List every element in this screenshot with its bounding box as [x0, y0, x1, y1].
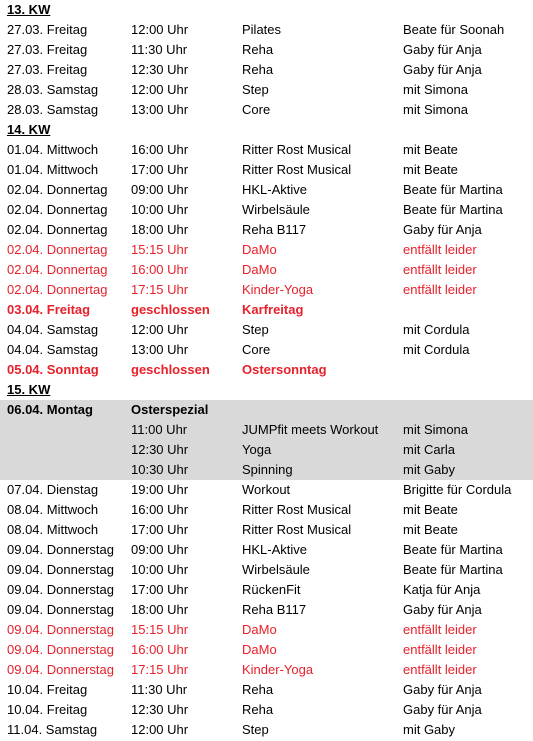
- time-cell: 16:00 Uhr: [131, 502, 189, 517]
- schedule-row: [0, 180, 533, 200]
- schedule-row: [0, 400, 533, 420]
- time-cell: 12:30 Uhr: [131, 62, 189, 77]
- schedule-row: [0, 460, 533, 480]
- time-cell: 10:30 Uhr: [131, 462, 189, 477]
- schedule-row: [0, 20, 533, 40]
- schedule-row: [0, 720, 533, 740]
- time-cell: 17:15 Uhr: [131, 282, 189, 297]
- trainer-cell: Gaby für Anja: [403, 62, 482, 77]
- schedule-row: [0, 80, 533, 100]
- date-cell: 09.04. Donnerstag: [7, 642, 114, 657]
- trainer-cell: mit Simona: [403, 82, 469, 97]
- course-cell: RückenFit: [242, 582, 301, 597]
- schedule-row: [0, 660, 533, 680]
- time-cell: 10:00 Uhr: [131, 562, 189, 577]
- week-label: 15. KW: [7, 382, 51, 397]
- date-cell: 02.04. Donnertag: [7, 182, 108, 197]
- time-cell: 15:15 Uhr: [131, 242, 189, 257]
- date-cell: 05.04. Sonntag: [7, 362, 99, 377]
- trainer-cell: Beate für Soonah: [403, 22, 505, 37]
- schedule-row: [0, 360, 533, 380]
- time-cell: 11:00 Uhr: [131, 422, 188, 437]
- week-header: [0, 380, 533, 400]
- trainer-cell: Gaby für Anja: [403, 42, 482, 57]
- trainer-cell: Beate für Martina: [403, 542, 503, 557]
- schedule-row: [0, 560, 533, 580]
- schedule-row: [0, 640, 533, 660]
- time-cell: 13:00 Uhr: [131, 342, 189, 357]
- course-cell: Spinning: [242, 462, 293, 477]
- time-cell: 12:00 Uhr: [131, 722, 189, 737]
- time-cell: 12:00 Uhr: [131, 82, 189, 97]
- date-cell: 04.04. Samstag: [7, 342, 99, 357]
- trainer-cell: Gaby für Anja: [403, 222, 482, 237]
- course-cell: Core: [242, 342, 271, 357]
- course-cell: Karfreitag: [242, 302, 304, 317]
- time-cell: 17:00 Uhr: [131, 582, 189, 597]
- course-cell: Step: [242, 322, 269, 337]
- trainer-cell: mit Cordula: [403, 342, 470, 357]
- schedule-row: [0, 320, 533, 340]
- date-cell: 04.04. Samstag: [7, 322, 99, 337]
- schedule-row: [0, 140, 533, 160]
- date-cell: 01.04. Mittwoch: [7, 142, 99, 157]
- course-cell: Kinder-Yoga: [242, 282, 314, 297]
- time-cell: 12:30 Uhr: [131, 702, 189, 717]
- course-cell: Wirbelsäule: [242, 202, 310, 217]
- course-cell: HKL-Aktive: [242, 182, 308, 197]
- date-cell: 27.03. Freitag: [7, 22, 88, 37]
- time-cell: 17:00 Uhr: [131, 522, 189, 537]
- schedule-row: [0, 440, 533, 460]
- time-cell: 10:00 Uhr: [131, 202, 189, 217]
- trainer-cell: mit Gaby: [403, 722, 456, 737]
- course-cell: Step: [242, 722, 269, 737]
- course-cell: Reha B117: [242, 602, 307, 617]
- course-cell: Kinder-Yoga: [242, 662, 314, 677]
- date-cell: 02.04. Donnertag: [7, 262, 108, 277]
- course-cell: DaMo: [242, 262, 277, 277]
- time-cell: 16:00 Uhr: [131, 142, 189, 157]
- date-cell: 08.04. Mittwoch: [7, 522, 99, 537]
- course-cell: Ritter Rost Musical: [242, 522, 352, 537]
- date-cell: 02.04. Donnertag: [7, 202, 108, 217]
- time-cell: 16:00 Uhr: [131, 642, 189, 657]
- course-cell: Reha: [242, 682, 274, 697]
- date-cell: 10.04. Freitag: [7, 682, 88, 697]
- course-cell: DaMo: [242, 242, 277, 257]
- time-cell: 12:00 Uhr: [131, 322, 189, 337]
- course-cell: DaMo: [242, 642, 277, 657]
- course-cell: DaMo: [242, 622, 277, 637]
- schedule-row: [0, 160, 533, 180]
- trainer-cell: mit Carla: [403, 442, 456, 457]
- time-cell: 12:00 Uhr: [131, 22, 189, 37]
- trainer-cell: entfällt leider: [403, 642, 477, 657]
- date-cell: 02.04. Donnertag: [7, 242, 108, 257]
- schedule-row: [0, 240, 533, 260]
- time-cell: 15:15 Uhr: [131, 622, 189, 637]
- schedule-row: [0, 480, 533, 500]
- trainer-cell: Gaby für Anja: [403, 702, 482, 717]
- trainer-cell: Beate für Martina: [403, 202, 503, 217]
- trainer-cell: entfällt leider: [403, 262, 477, 277]
- time-cell: 09:00 Uhr: [131, 182, 189, 197]
- trainer-cell: Gaby für Anja: [403, 602, 482, 617]
- date-cell: 28.03. Samstag: [7, 102, 99, 117]
- time-cell: Osterspezial: [131, 402, 209, 417]
- course-cell: Reha B117: [242, 222, 307, 237]
- date-cell: 07.04. Dienstag: [7, 482, 99, 497]
- date-cell: 01.04. Mittwoch: [7, 162, 99, 177]
- trainer-cell: mit Cordula: [403, 322, 470, 337]
- date-cell: 08.04. Mittwoch: [7, 502, 99, 517]
- time-cell: 17:00 Uhr: [131, 162, 189, 177]
- time-cell: 12:30 Uhr: [131, 442, 189, 457]
- trainer-cell: entfällt leider: [403, 622, 477, 637]
- trainer-cell: mit Simona: [403, 422, 469, 437]
- schedule-row: [0, 200, 533, 220]
- course-cell: Workout: [242, 482, 291, 497]
- course-cell: Ostersonntag: [242, 362, 327, 377]
- date-cell: 10.04. Freitag: [7, 702, 88, 717]
- schedule-row: [0, 220, 533, 240]
- week-label: 14. KW: [7, 122, 51, 137]
- schedule-row: [0, 340, 533, 360]
- course-cell: Step: [242, 82, 269, 97]
- time-cell: 13:00 Uhr: [131, 102, 189, 117]
- schedule-row: [0, 520, 533, 540]
- time-cell: 11:30 Uhr: [131, 42, 188, 57]
- schedule-row: [0, 60, 533, 80]
- time-cell: 18:00 Uhr: [131, 222, 189, 237]
- trainer-cell: Brigitte für Cordula: [403, 482, 512, 497]
- date-cell: 03.04. Freitag: [7, 302, 91, 317]
- trainer-cell: entfällt leider: [403, 282, 477, 297]
- course-cell: HKL-Aktive: [242, 542, 308, 557]
- date-cell: 06.04. Montag: [7, 402, 93, 417]
- course-cell: JUMPfit meets Workout: [242, 422, 379, 437]
- schedule-row: [0, 620, 533, 640]
- schedule-row: [0, 280, 533, 300]
- course-cell: Ritter Rost Musical: [242, 142, 352, 157]
- schedule-row: [0, 300, 533, 320]
- course-cell: Ritter Rost Musical: [242, 162, 352, 177]
- time-cell: 19:00 Uhr: [131, 482, 189, 497]
- date-cell: 09.04. Donnerstag: [7, 542, 114, 557]
- date-cell: 02.04. Donnertag: [7, 282, 108, 297]
- trainer-cell: Beate für Martina: [403, 182, 503, 197]
- trainer-cell: Gaby für Anja: [403, 682, 482, 697]
- trainer-cell: mit Gaby: [403, 462, 456, 477]
- schedule-row: [0, 700, 533, 720]
- trainer-cell: entfällt leider: [403, 242, 477, 257]
- date-cell: 02.04. Donnertag: [7, 222, 108, 237]
- course-cell: Reha: [242, 62, 274, 77]
- course-cell: Wirbelsäule: [242, 562, 310, 577]
- date-cell: 09.04. Donnerstag: [7, 562, 114, 577]
- course-cell: Reha: [242, 42, 274, 57]
- trainer-cell: Katja für Anja: [403, 582, 481, 597]
- trainer-cell: entfällt leider: [403, 662, 477, 677]
- trainer-cell: mit Simona: [403, 102, 469, 117]
- date-cell: 27.03. Freitag: [7, 42, 88, 57]
- date-cell: 09.04. Donnerstag: [7, 582, 114, 597]
- time-cell: geschlossen: [131, 362, 210, 377]
- trainer-cell: mit Beate: [403, 162, 458, 177]
- trainer-cell: Beate für Martina: [403, 562, 503, 577]
- schedule-row: [0, 100, 533, 120]
- date-cell: 09.04. Donnerstag: [7, 662, 114, 677]
- time-cell: geschlossen: [131, 302, 210, 317]
- schedule-row: [0, 680, 533, 700]
- date-cell: 09.04. Donnerstag: [7, 602, 114, 617]
- schedule-row: [0, 580, 533, 600]
- course-cell: Reha: [242, 702, 274, 717]
- time-cell: 11:30 Uhr: [131, 682, 188, 697]
- course-cell: Yoga: [242, 442, 272, 457]
- schedule-row: [0, 600, 533, 620]
- course-cell: Pilates: [242, 22, 282, 37]
- date-cell: 11.04. Samstag: [7, 722, 98, 737]
- date-cell: 27.03. Freitag: [7, 62, 88, 77]
- date-cell: 28.03. Samstag: [7, 82, 99, 97]
- time-cell: 09:00 Uhr: [131, 542, 189, 557]
- schedule-row: [0, 420, 533, 440]
- time-cell: 17:15 Uhr: [131, 662, 189, 677]
- week-label: 13. KW: [7, 2, 51, 17]
- schedule-row: [0, 260, 533, 280]
- week-header: [0, 120, 533, 140]
- schedule-row: [0, 500, 533, 520]
- course-cell: Ritter Rost Musical: [242, 502, 352, 517]
- week-header: [0, 0, 533, 20]
- course-cell: Core: [242, 102, 271, 117]
- schedule-row: [0, 540, 533, 560]
- trainer-cell: mit Beate: [403, 142, 458, 157]
- trainer-cell: mit Beate: [403, 522, 458, 537]
- trainer-cell: mit Beate: [403, 502, 458, 517]
- schedule-row: [0, 40, 533, 60]
- date-cell: 09.04. Donnerstag: [7, 622, 114, 637]
- time-cell: 18:00 Uhr: [131, 602, 189, 617]
- time-cell: 16:00 Uhr: [131, 262, 189, 277]
